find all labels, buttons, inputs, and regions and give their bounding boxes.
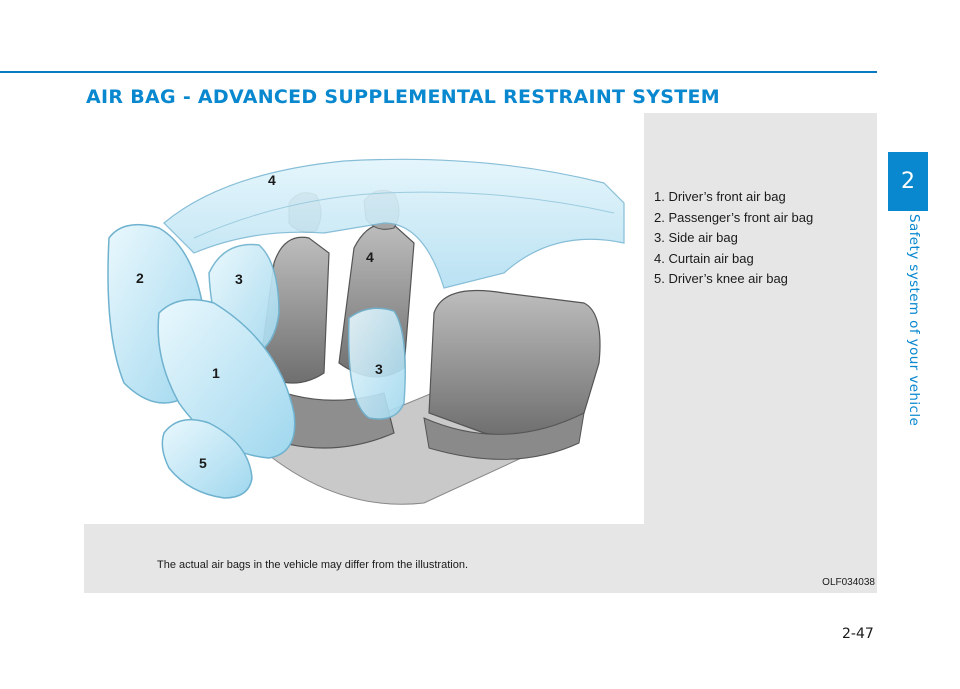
legend-item: 3. Side air bag	[654, 230, 738, 245]
legend-item: 5. Driver’s knee air bag	[654, 271, 788, 286]
legend-item: 4. Curtain air bag	[654, 250, 754, 266]
header-rule	[0, 71, 877, 73]
section-title: AIR BAG - ADVANCED SUPPLEMENTAL RESTRAINT SYSTEM	[86, 86, 720, 108]
callout-1: 1	[212, 365, 220, 381]
legend-item: 1. Driver’s front air bag	[654, 189, 786, 204]
chapter-tab[interactable]	[888, 152, 928, 211]
callout-2: 2	[136, 270, 144, 286]
page-number: 2-47	[842, 626, 874, 642]
callout-5: 5	[199, 455, 207, 471]
chapter-title: Safety system of your vehicle	[906, 214, 922, 427]
airbag-diagram	[84, 113, 644, 524]
callout-3-driver: 3	[235, 271, 243, 287]
figure-panel	[84, 113, 877, 593]
rear-bench-shape	[429, 291, 600, 436]
callout-4-curtain: 4	[268, 172, 276, 188]
airbag-illustration	[84, 113, 644, 524]
figure-code: OLF034038	[822, 577, 875, 588]
callout-3-passenger: 3	[375, 361, 383, 377]
chapter-number: 2	[901, 169, 915, 194]
legend-item: 2. Passenger’s front air bag	[654, 209, 814, 225]
callout-4-rear: 4	[366, 249, 374, 265]
airbag-legend	[654, 187, 813, 290]
figure-caption: The actual air bags in the vehicle may differ from the illustration.	[157, 559, 469, 571]
